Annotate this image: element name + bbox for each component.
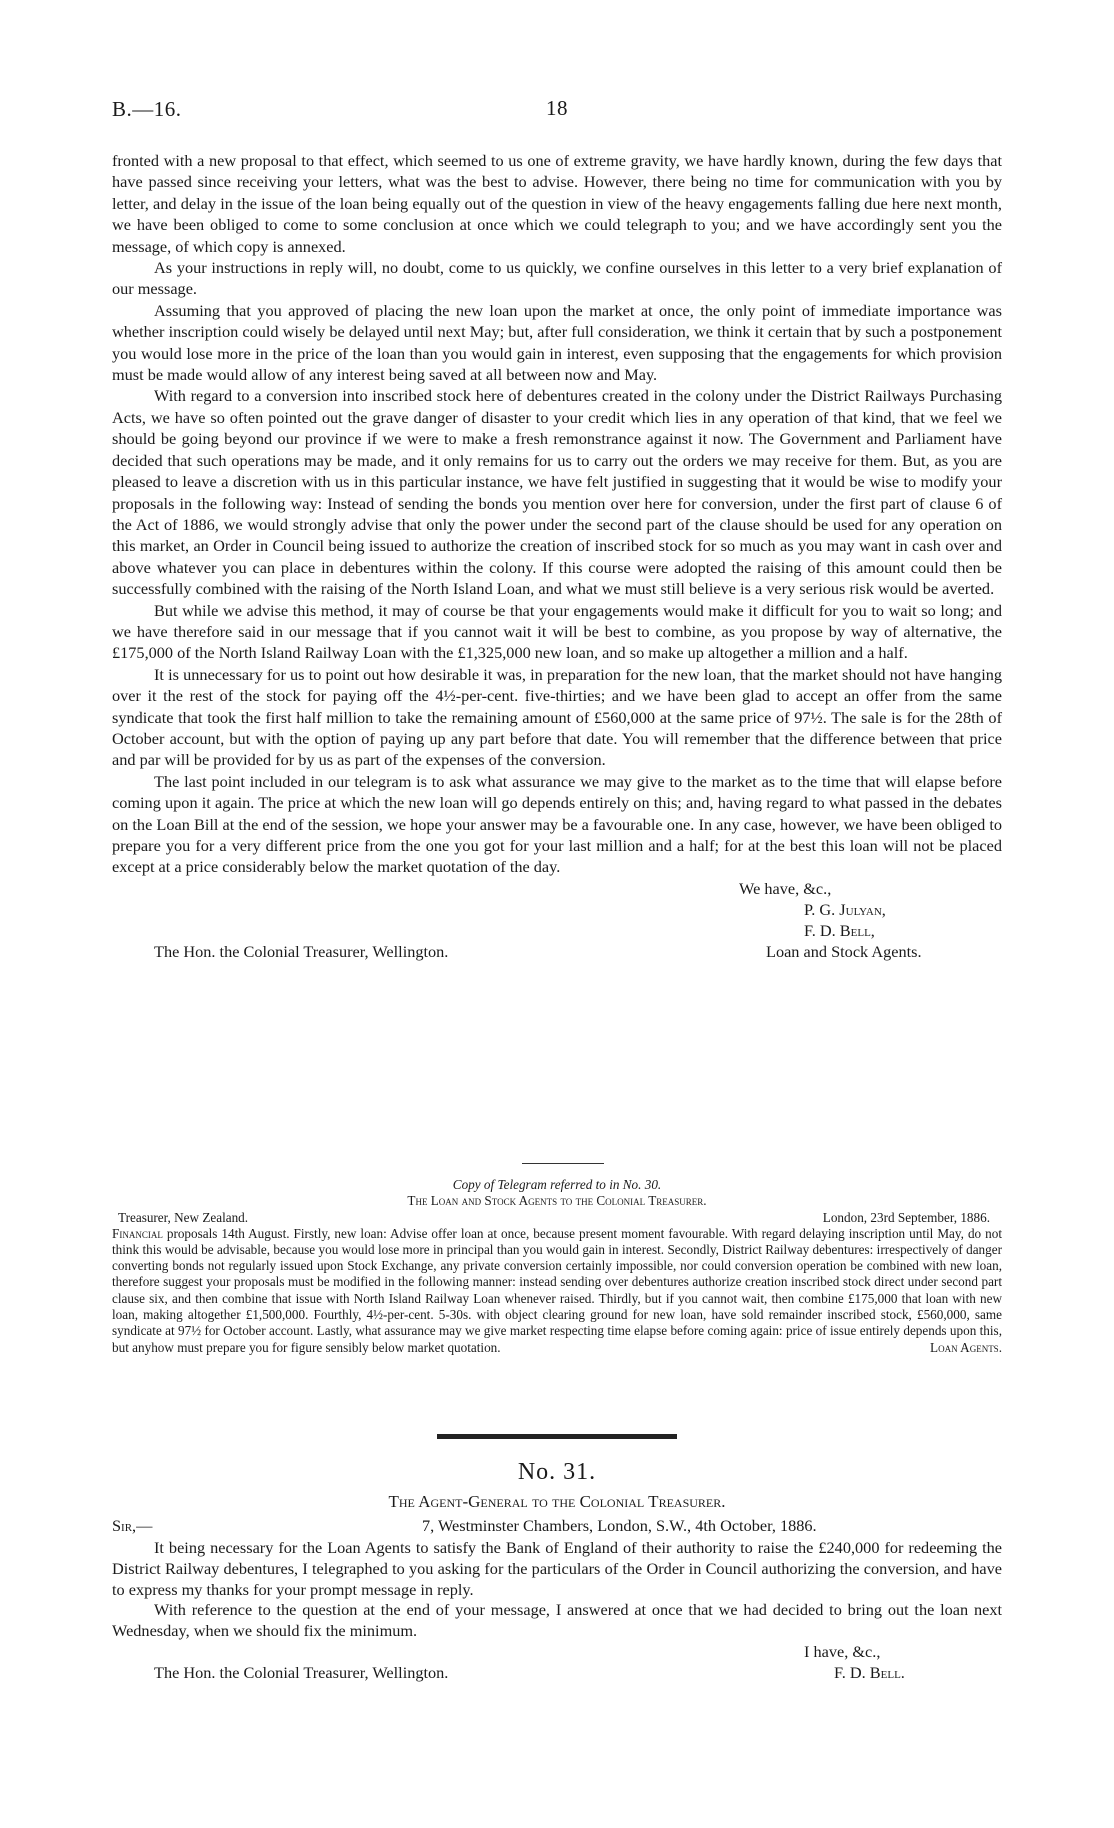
salutation-line — [112, 1516, 1002, 1538]
section-divider — [522, 1163, 604, 1164]
paragraph: It is unnecessary for us to point out how desirable it was, in preparation for the new loan, that the market should not have hanging over it the rest of the stock for paying off the 4½-per-cent. five-thirties; and we have been glad to accept an offer from the same syndicate that took the first half million to take the remaining amount of £560,000 at the same price of 97½. The sale is for the 28th of October account, but with the option of paying up any part before that date. You will remember that the difference between that price and par will be provided for by us as part of the expenses of the conversion. — [112, 664, 1002, 770]
paragraph: It being necessary for the Loan Agents to satisfy the Bank of England of their authority to raise the £240,000 for redeeming the District Railway debentures, I telegraphed to you asking for the particulars of the Order in Council authorizing the conversion, and have to express my thanks for your prompt message in reply. — [112, 1538, 1002, 1599]
signer-name: P. G. Julyan, — [804, 899, 886, 919]
telegram-text: proposals 14th August. Firstly, new loan: Advise offer loan at once, because present moment favourable. With regard delaying inscription until May, do not think this would be advisable, because you would lose more in principal than you would gain in interest. Secondly, District Railway debentures: irrespectively of danger converting bonds not regularly issued upon Stock Exchange, any private conversion certainly impossible, nor could conversion operation be combined with new loan, therefore suggest your proposals must be modified in the following manner: instead sending over debentures authorize creation inscribed stock direct under second part clause six, and then combine that issue with North Island Railway Loan whenever raised. Thirdly, but if you cannot wait, then combine £175,000 that loan with new loan, making altogether £1,500,000. Fourthly, 4½-per-cent. 5-30s. with object clearing ground for new loan, have sold remainder inscribed stock, £560,000, same syndicate at 97½ for October account. Lastly, what assurance may we give market respecting time elapse before coming again: price of issue entirely depends upon this, but anyhow must prepare you for figure sensibly below market quotation. — [112, 1225, 1003, 1355]
signer-name: F. D. Bell, — [804, 920, 875, 940]
paragraph: With reference to the question at the end of your message, I answered at once that we had decided to bring out the loan next Wednesday, when we should fix the minimum. — [112, 1600, 1002, 1641]
letter-number: No. 31. — [517, 1459, 597, 1485]
letter-place-date: 7, Westminster Chambers, London, S.W., 4th October, 1886. — [422, 1516, 817, 1535]
signer-role: Loan and Stock Agents. — [766, 941, 922, 961]
signer-name: F. D. Bell. — [834, 1662, 905, 1682]
telegram-heading: The Loan and Stock Agents to the Colonial Treasurer. — [407, 1193, 707, 1209]
letter-31 — [112, 1459, 1002, 1686]
addressee: The Hon. the Colonial Treasurer, Wellington. — [154, 941, 449, 961]
telegram-signature: Loan Agents. — [930, 1339, 1002, 1355]
telegram-lead-word: Financial — [112, 1225, 163, 1241]
paragraph: But while we advise this method, it may of course be that your engagements would make it difficult for you to wait so long; and we have therefore said in our message that if you cannot wait it will be best to combine, as you propose by way of alternative, the £175,000 of the North Island Railway Loan with the £1,325,000 new loan, and so make up altogether a million and a half. — [112, 600, 1002, 663]
document-reference: B.—16. — [112, 97, 182, 121]
telegram-message — [112, 1226, 1002, 1356]
letter-heading: The Agent-General to the Colonial Treasurer. — [388, 1492, 726, 1511]
telegram-place-date: London, 23rd September, 1886. — [822, 1209, 990, 1225]
paragraph: fronted with a new proposal to that effect, which seemed to us one of extreme gravity, we have hardly known, during the few days that have passed since receiving your letters, what was the best to advise. However, there being no time for communication with you by letter, and delay in the issue of the loan being equally out of the question in view of the heavy engagements falling due here next month, we have been obliged to come to some conclusion at once which we could telegraph to you; and we have accordingly sent you the message, of which copy is annexed. — [112, 151, 1002, 256]
closing-line: I have, &c., — [804, 1641, 881, 1661]
telegram-recipient: Treasurer, New Zealand. — [118, 1209, 249, 1225]
addressee: The Hon. the Colonial Treasurer, Wellington. — [154, 1662, 449, 1682]
page-number: 18 — [546, 96, 568, 120]
signature-block — [112, 878, 1002, 964]
section-rule — [437, 1434, 677, 1439]
paragraph: Assuming that you approved of placing the new loan upon the market at once, the only point of immediate importance was whether inscription could wisely be delayed until next May; but, after full consideration, we think it certain that by such a postponement you would lose more in the price of the loan than you would gain in interest, even supposing that the engagements for which provision must be made would allow of any interest being saved at all between now and May. — [112, 300, 1002, 385]
letter-30-body — [112, 150, 1002, 964]
letter-closing — [112, 1642, 1002, 1686]
paragraph: With regard to a conversion into inscribed stock here of debentures created in the colony under the District Railways Purchasing Acts, we have so often pointed out the grave danger of disaster to your credit which lies in any operation of that kind, that we feel we should be going beyond our province if we were to make a fresh remonstrance against it now. The Government and Parliament have decided that such operations may be made, and it only remains for us to carry out the orders we may receive for them. But, as you are pleased to leave a discretion with us in this particular instance, we have felt justified in suggesting that it would be wise to modify your proposals in the following way: Instead of sending the bonds you mention over here for conversion, under the first part of clause 6 of the Act of 1886, we would strongly advise that only the power under the second part of the clause should be used for any operation on this market, an Order in Council being issued to authorize the creation of inscribed stock for so much as you may want in cash over and above whatever you can place in debentures within the colony. If this course were adopted the raising of this amount could then be successfully combined with the raising of the North Island Loan, and what we must still believe is a very serious risk would be averted. — [112, 386, 1002, 599]
paragraph: As your instructions in reply will, no doubt, come to us quickly, we confine ourselves in this letter to a very brief explanation of our message. — [112, 258, 1002, 299]
telegram-address-line — [112, 1210, 1002, 1226]
telegram-copy — [112, 1177, 1002, 1356]
paragraph: The last point included in our telegram is to ask what assurance we may give to the market as to the time that will elapse before coming upon it again. The price at which the new loan will go depends entirely on this; and, having regard to what passed in the debates on the Loan Bill at the end of the session, we hope your answer may be a favourable one. In any case, however, we have been obliged to prepare you for a very different price from the one you got for your last million and a half; for at the best this loan will not be placed except at a price considerably below the market quotation of the day. — [112, 771, 1002, 877]
closing-line: We have, &c., — [739, 878, 832, 898]
salutation: Sir,— — [112, 1516, 153, 1535]
telegram-caption: Copy of Telegram referred to in No. 30. — [452, 1177, 662, 1192]
